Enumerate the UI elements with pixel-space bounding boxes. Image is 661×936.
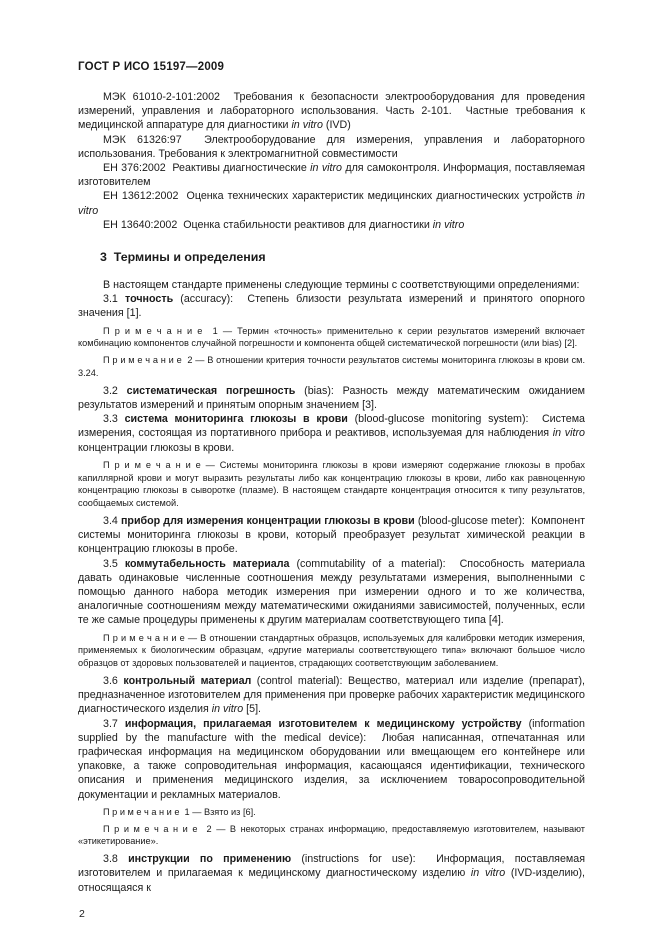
note-paragraph [78, 806, 585, 819]
body-paragraph [78, 557, 585, 628]
text-segment: (IVD-изделию), относящаяся к [78, 867, 585, 894]
text-segment: информация, прилагаемая изготовителем к медицинскому устройству [124, 717, 522, 730]
note-paragraph [78, 632, 585, 670]
text-segment: (accuracy): Степень близости результата измерений и принятого опорного значения [1]. [78, 293, 586, 320]
text-segment: in vitro [211, 703, 244, 716]
text-segment: П р и м е ч а н и е — Системы мониторинга глюкозы в крови измеряют содержание глюкозы в пробах капиллярной крови и могут выразить результаты либо как концентрацию глюкозы в крови, либо как равноценную концентрацию глюкозы в сыворотке (плазме). В настоящем стандарте концентрация относится к типу результатов, сообщаемых системой. [78, 459, 585, 509]
text-segment: 3.6 [103, 675, 124, 688]
body-paragraph [78, 133, 585, 161]
text-segment: (commutability of a material): Способность материала давать одинаковые численные соотношения между результатами измерения, выполненными с помощью данного набора методик измерения при измерении одного и то же количества, аналогичные соотношениям между математическими ожиданиями зависимостей, полученных, если те же самые процедуры применены к другим материалам соответствующего типа [4]. [78, 557, 585, 627]
paragraphs-container [78, 90, 585, 895]
text-segment: in vitro [291, 119, 323, 132]
text-segment: инструкции по применению [128, 853, 292, 866]
text-segment: П р и м е ч а н и е — В отношении стандартных образцов, используемых для калибровки методик измерения, применяемых к биологическим образцам, «другие материалы соответствующего типа» включают большое число образцов от здоровых пользователей и пациентов, страдающих соответствующим заболеванием. [78, 632, 585, 669]
text-segment: ЕН 13612:2002 Оценка технических характеристик медицинских диагностических устройств [103, 190, 577, 203]
text-segment: 3.1 [103, 293, 125, 306]
text-segment: ЕН 13640:2002 Оценка стабильности реактивов для диагностики [103, 218, 433, 231]
text-segment: (blood-glucose meter): Компонент системы мониторинга глюкозы в крови, который преобразует результат химической реакции в концентрацию глюкозы в пробе. [78, 515, 585, 556]
text-segment: (instructions for use): Информация, поставляемая изготовителем и прилагаемая к медицинскому диагностическому изделию [78, 853, 585, 880]
text-segment: прибор для измерения концентрации глюкозы в крови [120, 515, 415, 528]
text-segment: 3 Термины и определения [100, 250, 266, 265]
text-segment: 3.8 [103, 853, 129, 866]
text-segment: 3.2 [103, 384, 127, 397]
text-segment: П р и м е ч а н и е 2 — В некоторых странах информацию, предоставляемую изготовителем, называют «этикетирование». [78, 823, 585, 847]
text-segment: П р и м е ч а н и е 2 — В отношении критерия точности результатов системы мониторинга глюкозы в крови см. 3.24. [78, 355, 585, 379]
body-paragraph [78, 278, 585, 292]
text-segment: П р и м е ч а н и е 1 — Взято из [6]. [103, 806, 256, 817]
page-number: 2 [79, 907, 85, 920]
text-segment: коммутабельность материала [124, 557, 290, 570]
text-segment: in vitro [310, 162, 343, 175]
body-paragraph [78, 292, 585, 320]
body-paragraph [78, 90, 585, 133]
text-segment: 3.5 [103, 557, 125, 570]
text-segment: [5]. [243, 703, 262, 716]
text-segment: точность [125, 293, 174, 306]
text-segment: in vitro [432, 218, 465, 231]
note-paragraph [78, 354, 585, 380]
note-paragraph [78, 459, 585, 510]
text-segment: 3.4 [103, 515, 121, 528]
section-heading [78, 250, 585, 264]
text-segment: система мониторинга глюкозы в крови [124, 413, 348, 426]
body-paragraph [78, 189, 585, 217]
text-segment: in vitro [552, 427, 585, 440]
body-paragraph [78, 514, 585, 557]
text-segment: in vitro [470, 867, 506, 880]
text-segment: (bias): Разность между математическим ожиданием результатов измерений и принятым опорным значением [3]. [78, 384, 585, 412]
text-segment: контрольный материал [123, 675, 252, 688]
note-paragraph [78, 325, 585, 351]
document-body [78, 90, 585, 920]
body-paragraph [78, 384, 585, 412]
body-paragraph [78, 218, 585, 232]
text-segment: 3.7 [103, 717, 125, 730]
text-segment: для самоконтроля. Информация, поставляемая изготовителем [78, 162, 586, 189]
body-paragraph [78, 161, 585, 189]
text-segment: (IVD) [322, 119, 351, 132]
body-paragraph [78, 717, 585, 802]
text-segment: 3.3 [103, 413, 125, 426]
body-paragraph [78, 852, 585, 895]
document-header: ГОСТ Р ИСО 15197—2009 [78, 61, 225, 73]
text-segment: В настоящем стандарте применены следующие термины с соответствующими определениями: [103, 279, 580, 292]
text-segment: (blood-glucose monitoring system): Система измерения, состоящая из портативного прибора и реактивов, используемая для наблюдения [78, 413, 585, 440]
text-segment: (information supplied by the manufacture with the medical device): Любая написанная, отпечатанная или графическая информация на медицинском оборудовании или вмещающем его контейнере или упаковке, а также сопроводительная информация, касающаяся идентификации, технического описания и применения медицинского изделия, за исключением товаросопроводительной документации и рекламных материалов. [78, 717, 585, 801]
text-segment: МЭК 61010-2-101:2002 Требования к безопасности электрооборудования для проведения измерений, управления и лабораторного использования. Часть 2-101. Частные требования к медицинской аппаратуре для диагностики [78, 91, 585, 132]
note-paragraph [78, 823, 585, 849]
text-segment: ЕН 376:2002 Реактивы диагностические [103, 162, 311, 175]
text-segment: П р и м е ч а н и е 1 — Термин «точность» применительно к серии результатов измерений включает комбинацию компонентов случайной погрешности и компонента общей систематической погрешности (или bias) [2]. [78, 325, 585, 349]
text-segment: МЭК 61326:97 Электрооборудование для измерения, управления и лабораторного использования. Требования к электромагнитной совместимости [78, 133, 585, 160]
text-segment: концентрации глюкозы в крови. [78, 441, 235, 454]
text-segment: (control material): Вещество, материал или изделие (препарат), предназначенное изготовителем для применения при проверке рабочих характеристик медицинского диагностического изделия [78, 675, 585, 716]
text-segment: in vitro [78, 190, 585, 217]
body-paragraph [78, 412, 585, 455]
body-paragraph [78, 674, 585, 717]
text-segment: систематическая погрешность [126, 384, 296, 397]
